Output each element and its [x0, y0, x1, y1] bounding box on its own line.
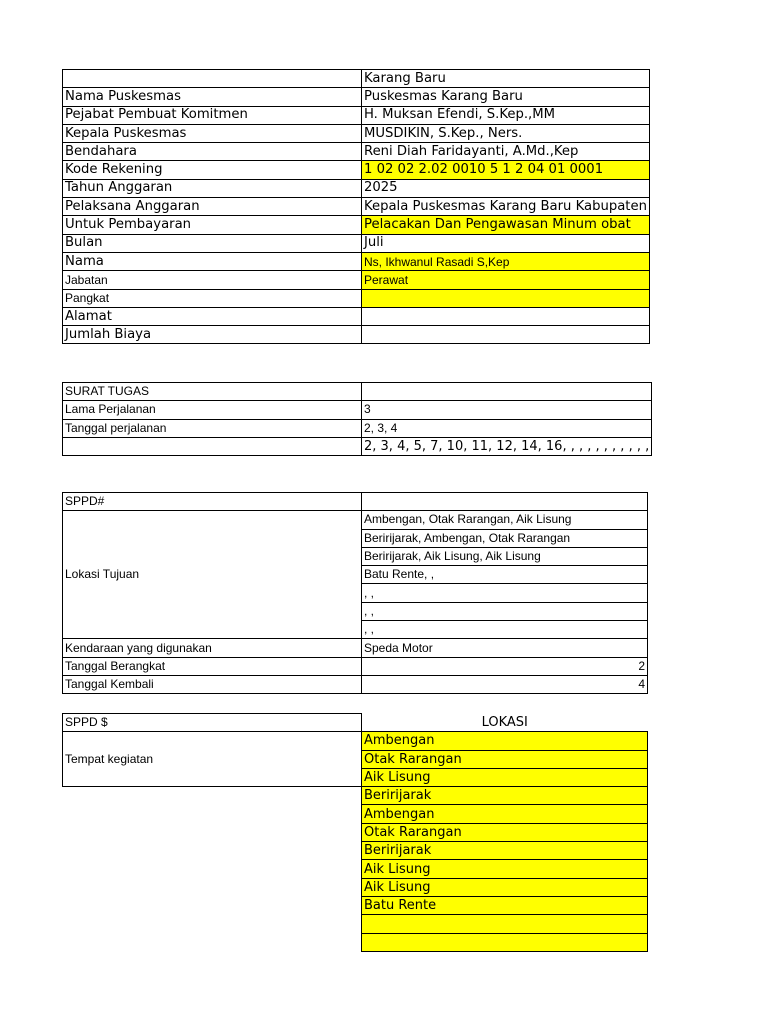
location-value: Beririjarak — [362, 787, 648, 805]
info-header-value: Karang Baru — [362, 70, 650, 88]
empty-cell — [63, 933, 362, 951]
table-row — [63, 419, 652, 437]
table-row — [63, 639, 648, 657]
table-row — [63, 437, 652, 455]
location-value: Ambengan — [362, 805, 648, 823]
empty-cell — [63, 896, 362, 914]
surat-tugas-title-row — [63, 383, 652, 401]
location-value: Otak Rarangan — [362, 750, 648, 768]
lokasi-value: Ambengan, Otak Rarangan, Aik Lisung — [362, 511, 648, 529]
tanggal-perjalanan-label: Tanggal perjalanan — [63, 419, 362, 437]
info-header-label — [63, 70, 362, 88]
location-row — [63, 842, 648, 860]
sppd-lokasi-title-row — [63, 714, 648, 732]
table-row — [63, 161, 650, 179]
empty-cell — [63, 787, 362, 805]
info-value: H. Muksan Efendi, S.Kep.,MM — [362, 106, 650, 124]
lokasi-value: , , — [362, 584, 648, 602]
empty-cell — [63, 915, 362, 933]
tanggal-kembali-label: Tanggal Kembali — [63, 675, 362, 693]
info-value: Juli — [362, 234, 650, 252]
location-row — [63, 915, 648, 933]
info-value — [362, 307, 650, 325]
info-label: Kepala Puskesmas — [63, 124, 362, 142]
tanggal-perjalanan-value: 2, 3, 4 — [362, 419, 652, 437]
tempat-kegiatan-label: Tempat kegiatan — [63, 732, 362, 787]
location-value: Otak Rarangan — [362, 823, 648, 841]
table-row — [63, 289, 650, 307]
info-value: Kepala Puskesmas Karang Baru Kabupaten — [362, 198, 650, 216]
location-value: Beririjarak — [362, 842, 648, 860]
kendaraan-value: Speda Motor — [362, 639, 648, 657]
info-label: Kode Rekening — [63, 161, 362, 179]
lama-perjalanan-value: 3 — [362, 401, 652, 419]
info-value: Puskesmas Karang Baru — [362, 88, 650, 106]
sppd-lokasi-title: SPPD $ — [63, 714, 362, 732]
info-value: Ns, Ikhwanul Rasadi S,Kep — [362, 252, 650, 270]
location-value — [362, 933, 648, 951]
table-row — [63, 252, 650, 270]
info-label: Nama — [63, 252, 362, 270]
location-value — [362, 915, 648, 933]
info-label: Nama Puskesmas — [63, 88, 362, 106]
lokasi-value: Beririjarak, Ambengan, Otak Rarangan — [362, 529, 648, 547]
location-row — [63, 787, 648, 805]
sppd-title-row — [63, 493, 648, 511]
location-row — [63, 732, 648, 750]
table-row — [63, 143, 650, 161]
tanggal-kembali-value: 4 — [362, 675, 648, 693]
location-value: Batu Rente — [362, 896, 648, 914]
kendaraan-label: Kendaraan yang digunakan — [63, 639, 362, 657]
info-value: 1 02 02 2.02 0010 5 1 2 04 01 0001 — [362, 161, 650, 179]
table-row — [63, 179, 650, 197]
surat-tugas-title: SURAT TUGAS — [63, 383, 362, 401]
info-label: Untuk Pembayaran — [63, 216, 362, 234]
table-row — [63, 198, 650, 216]
info-value — [362, 289, 650, 307]
table-row — [63, 401, 652, 419]
empty-cell — [63, 805, 362, 823]
tanggal-list-value: 2, 3, 4, 5, 7, 10, 11, 12, 14, 16, , , , , , , , , , , — [362, 437, 652, 455]
surat-tugas-title-empty — [362, 383, 652, 401]
lokasi-value: , , — [362, 602, 648, 620]
info-label: Alamat — [63, 307, 362, 325]
empty-cell — [63, 823, 362, 841]
table-row — [63, 216, 650, 234]
info-value: 2025 — [362, 179, 650, 197]
info-label: Jumlah Biaya — [63, 326, 362, 344]
table-row — [63, 675, 648, 693]
info-label: Jabatan — [63, 271, 362, 289]
location-value: Aik Lisung — [362, 860, 648, 878]
info-value: MUSDIKIN, S.Kep., Ners. — [362, 124, 650, 142]
empty-cell — [63, 878, 362, 896]
table-row — [63, 657, 648, 675]
info-table-body — [63, 70, 650, 344]
location-row — [63, 896, 648, 914]
info-label: Bendahara — [63, 143, 362, 161]
lokasi-value: Batu Rente, , — [362, 566, 648, 584]
table-row — [63, 326, 650, 344]
table-row — [63, 307, 650, 325]
sppd-lokasi-table — [62, 713, 648, 952]
surat-tugas-table — [62, 382, 652, 456]
sppd-title: SPPD# — [63, 493, 362, 511]
lokasi-value: , , — [362, 621, 648, 639]
info-value — [362, 326, 650, 344]
info-label: Pangkat — [63, 289, 362, 307]
info-value: Perawat — [362, 271, 650, 289]
table-row — [63, 88, 650, 106]
info-table — [62, 69, 650, 344]
tanggal-berangkat-label: Tanggal Berangkat — [63, 657, 362, 675]
location-row — [63, 823, 648, 841]
location-value: Ambengan — [362, 732, 648, 750]
info-value: Pelacakan Dan Pengawasan Minum obat — [362, 216, 650, 234]
location-row — [63, 933, 648, 951]
location-value: Aik Lisung — [362, 768, 648, 786]
location-value: Aik Lisung — [362, 878, 648, 896]
info-label: Bulan — [63, 234, 362, 252]
table-row — [63, 271, 650, 289]
table-row — [63, 124, 650, 142]
empty-cell — [63, 860, 362, 878]
location-row — [63, 860, 648, 878]
tanggal-list-label — [63, 437, 362, 455]
info-label: Tahun Anggaran — [63, 179, 362, 197]
sppd-title-empty — [362, 493, 648, 511]
empty-cell — [63, 842, 362, 860]
location-row — [63, 878, 648, 896]
info-label: Pejabat Pembuat Komitmen — [63, 106, 362, 124]
tanggal-berangkat-value: 2 — [362, 657, 648, 675]
lokasi-value: Beririjarak, Aik Lisung, Aik Lisung — [362, 547, 648, 565]
table-row — [63, 234, 650, 252]
info-header-row — [63, 70, 650, 88]
sppd-table — [62, 492, 648, 694]
info-value: Reni Diah Faridayanti, A.Md.,Kep — [362, 143, 650, 161]
lokasi-row — [63, 511, 648, 529]
lama-perjalanan-label: Lama Perjalanan — [63, 401, 362, 419]
lokasi-tujuan-label: Lokasi Tujuan — [63, 511, 362, 639]
table-row — [63, 106, 650, 124]
info-label: Pelaksana Anggaran — [63, 198, 362, 216]
lokasi-header: LOKASI — [481, 714, 528, 730]
location-row — [63, 805, 648, 823]
